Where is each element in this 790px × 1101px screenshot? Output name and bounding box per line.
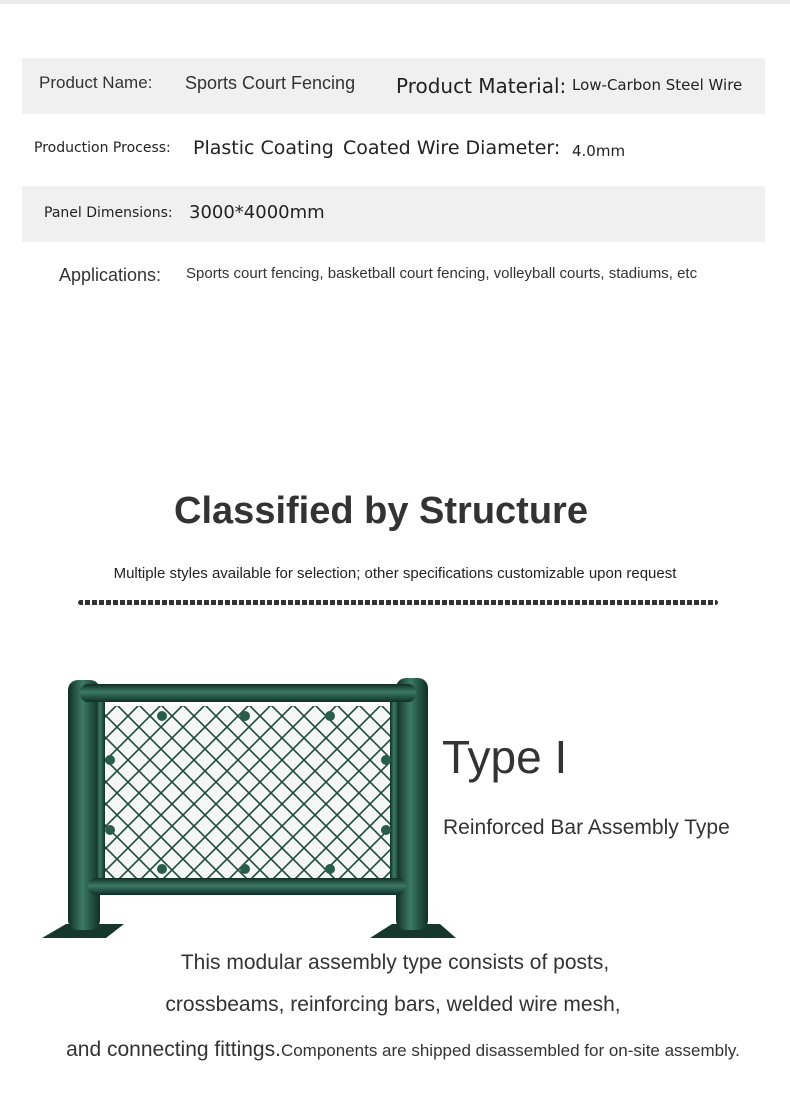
type-description-line-1: This modular assembly type consists of posts,	[180, 951, 610, 974]
production-process-label: Production Process:	[34, 140, 171, 156]
applications-value: Sports court fencing, basketball court fencing, volleyball courts, stadiums, etc	[186, 265, 698, 282]
product-material-label: Product Material:	[396, 74, 567, 98]
spec-row-process	[22, 122, 765, 178]
top-rule	[0, 0, 790, 4]
production-process-value: Plastic Coating	[193, 137, 334, 159]
section-title: Classified by Structure	[174, 490, 588, 532]
dotted-divider	[78, 600, 718, 605]
fence-panel-illustration	[40, 672, 460, 947]
applications-label: Applications:	[59, 265, 162, 285]
product-material-value: Low-Carbon Steel Wire	[572, 76, 743, 94]
type-description-line-3	[8, 1038, 790, 1062]
wire-diameter-label: Coated Wire Diameter:	[343, 137, 561, 159]
wire-diameter-value: 4.0mm	[572, 142, 626, 160]
panel-dimensions-label: Panel Dimensions:	[44, 205, 173, 221]
product-name-value: Sports Court Fencing	[185, 73, 356, 93]
type-description-line-2: crossbeams, reinforcing bars, welded wire mesh,	[165, 993, 621, 1016]
product-name-label: Product Name:	[39, 73, 153, 92]
type-description-line-3a: and connecting fittings.	[66, 1038, 281, 1061]
type-subtitle: Reinforced Bar Assembly Type	[443, 816, 730, 839]
type-description-line-3b: Components are shipped disassembled for on-site assembly.	[280, 1041, 740, 1060]
panel-dimensions-value: 3000*4000mm	[189, 202, 325, 223]
spec-row-applications	[22, 246, 765, 302]
section-subtitle: Multiple styles available for selection; other specifications customizable upon request	[113, 565, 677, 582]
spec-row-dimensions	[22, 186, 765, 242]
spec-row-product	[22, 58, 765, 114]
type-title: Type I	[442, 731, 568, 783]
